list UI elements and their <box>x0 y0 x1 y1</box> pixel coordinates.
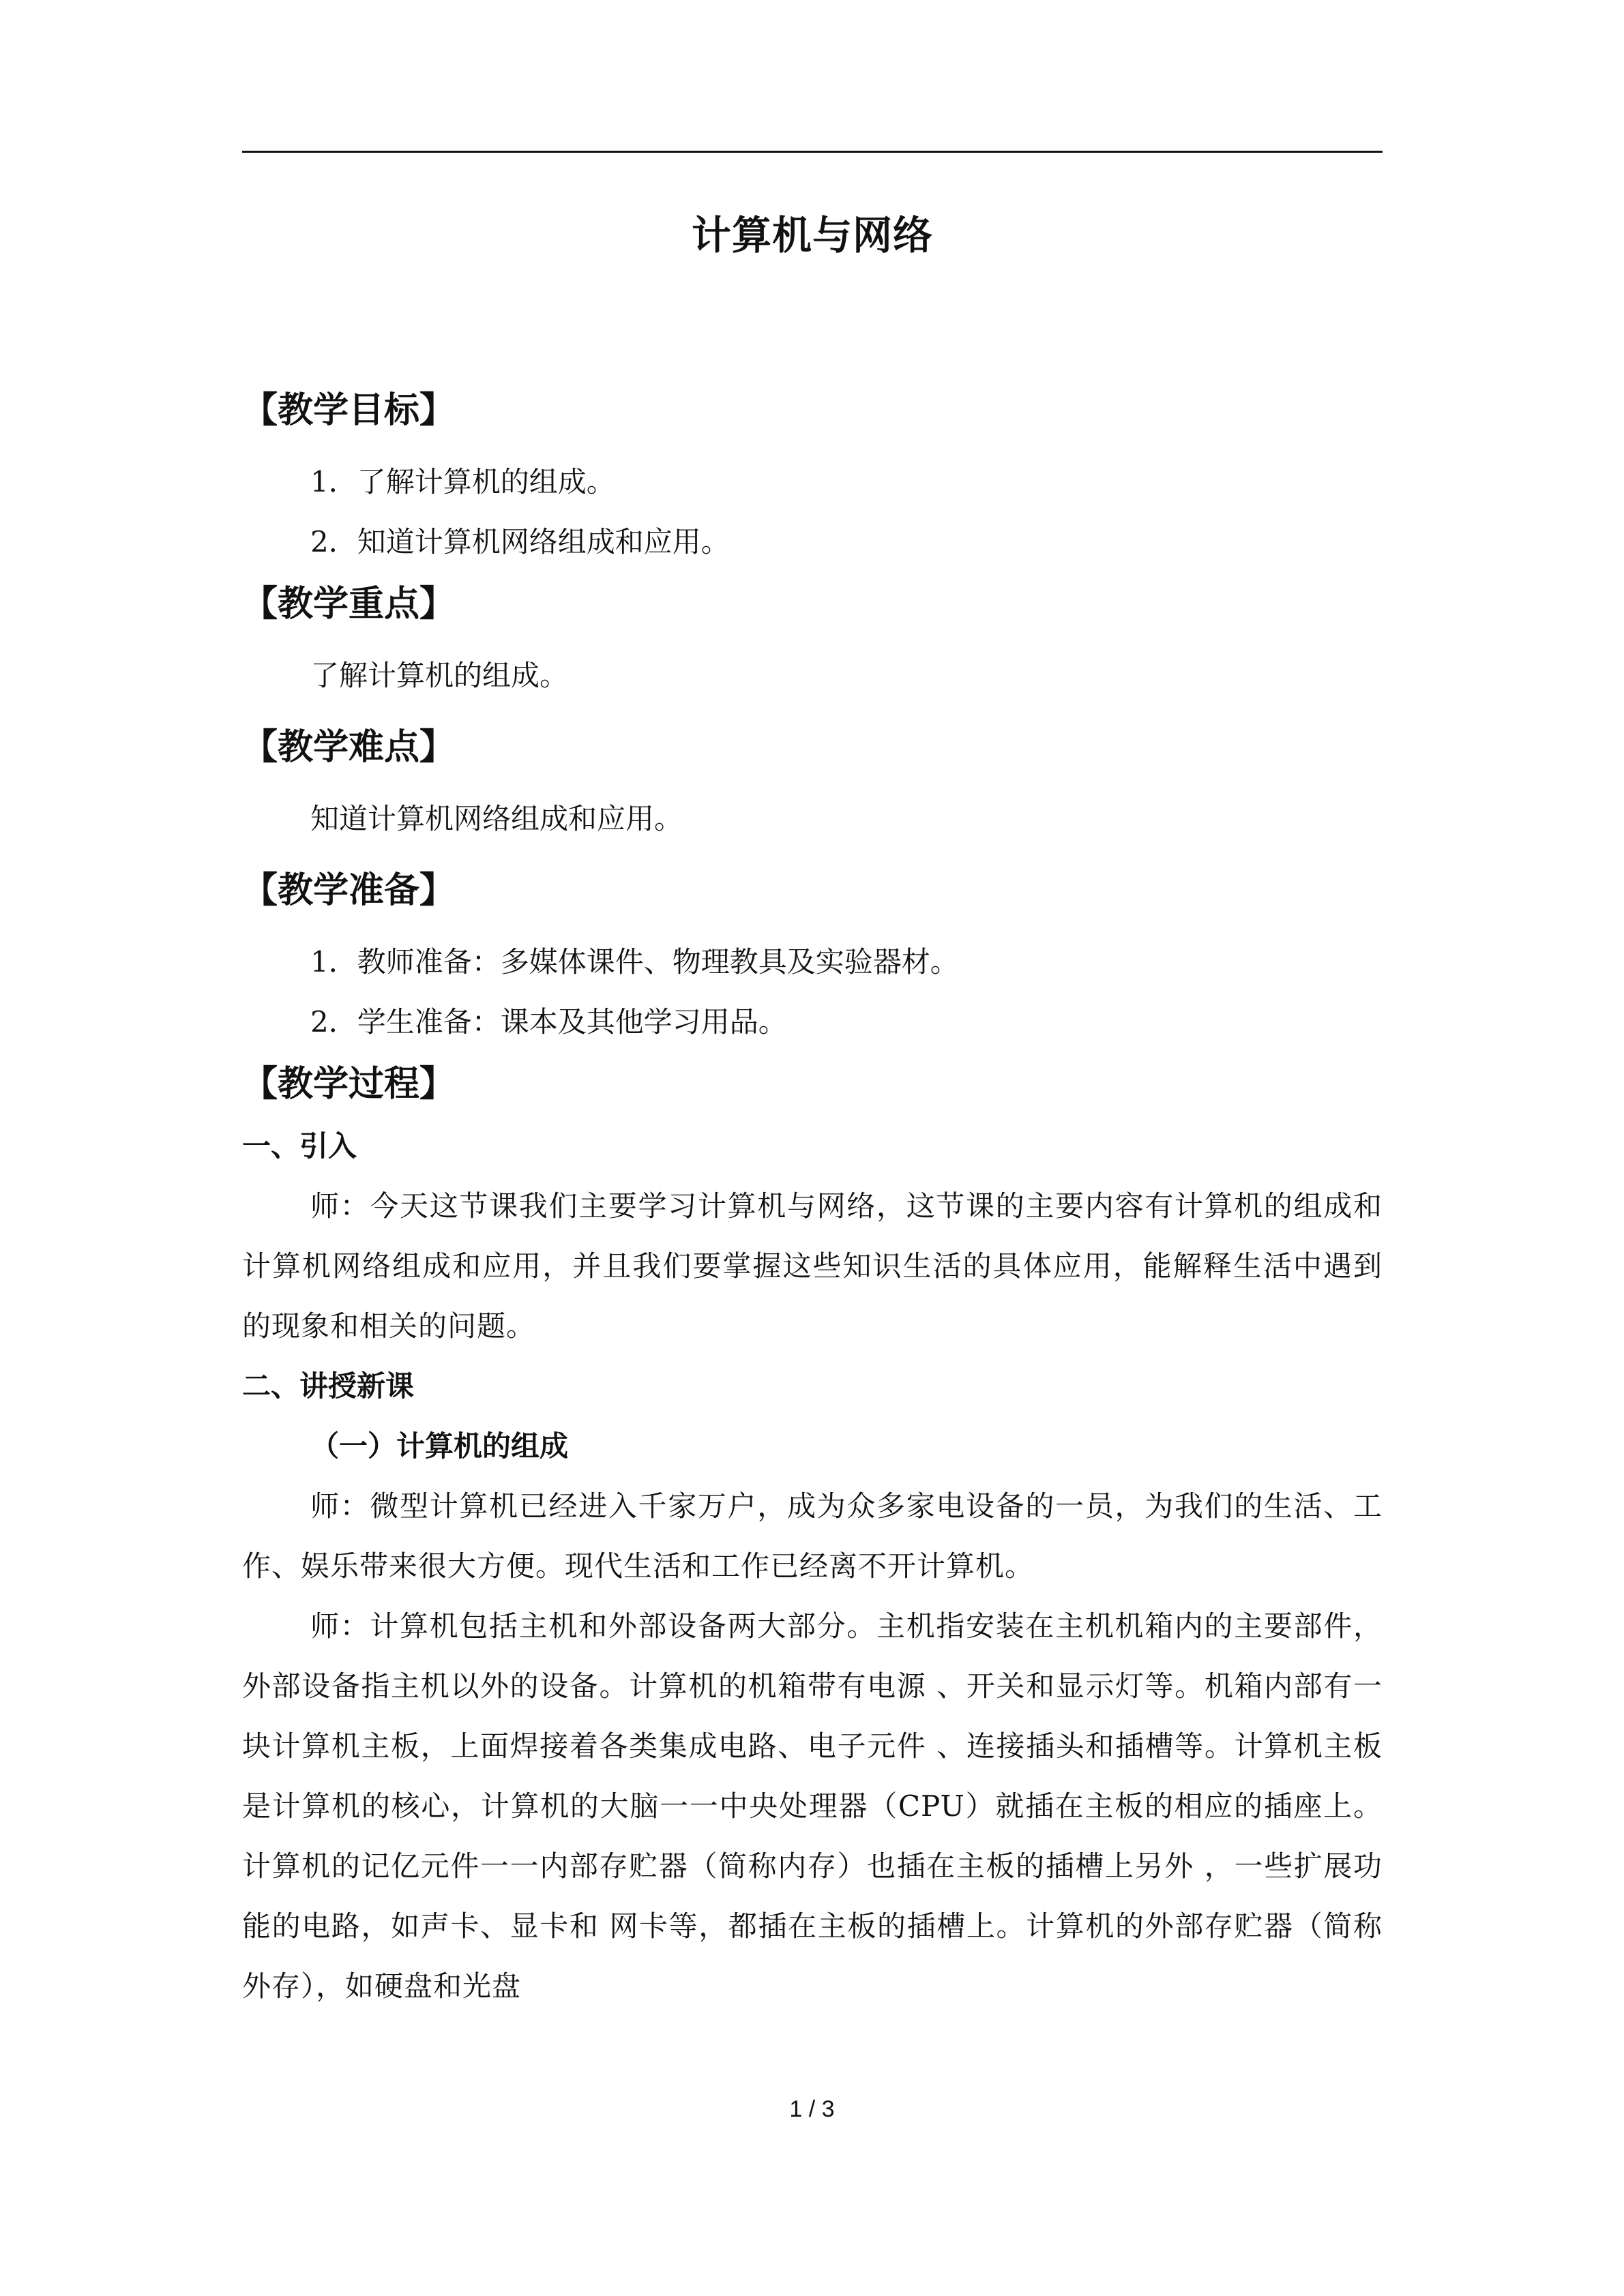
preparation-heading: 【教学准备】 <box>242 870 456 911</box>
document-body <box>242 378 1383 2016</box>
intro-paragraph: 师：今天这节课我们主要学习计算机与网络，这节课的主要内容有计算机的组成和计算机网络组成和应用，并且我们要掌握这些知识生活的具体应用，能解释生活中遇到的现象和相关的问题。 <box>242 1189 1383 1343</box>
lesson-paragraph: 师：微型计算机已经进入千家万户，成为众多家电设备的一员，为我们的生活、工作、娱乐带来很大方便。现代生活和工作已经离不开计算机。 <box>242 1489 1383 1583</box>
lesson-paragraph: 师：计算机包括主机和外部设备两大部分。主机指安装在主机机箱内的主要部件，外部设备指主机以外的设备。计算机的机箱带有电源 、开关和显示灯等。机箱内部有一块计算机主板，上面焊接着各类集成电路、电子元件 、连接插头和插槽等。计算机主板是计算机的核心，计算机的大脑一一中央处理器（CPU）就插在主板的相应的插座上。计算机的记亿元件一一内部存贮器（简称内存）也插在主板的插槽上另外 ，一些扩展功能的电路，如声卡、显卡和 网卡等，都插在主板的插槽上。计算机的外部存贮器（简称外存），如硬盘和光盘 <box>242 1609 1383 2003</box>
preparation-item: 2．学生准备：课本及其他学习用品。 <box>310 1005 787 1039</box>
objective-item: 1．了解计算机的组成。 <box>310 465 615 498</box>
process-heading: 【教学过程】 <box>242 1064 456 1105</box>
key-points-text: 了解计算机的组成。 <box>310 659 569 692</box>
header-rule <box>242 151 1383 153</box>
page-number: 1 / 3 <box>789 2096 835 2122</box>
objective-item: 2．知道计算机网络组成和应用。 <box>310 525 730 558</box>
intro-heading: 一、引入 <box>242 1129 357 1163</box>
computer-composition-heading: （一）计算机的组成 <box>310 1429 569 1463</box>
difficulties-text: 知道计算机网络组成和应用。 <box>310 802 683 835</box>
objectives-heading: 【教学目标】 <box>242 390 456 431</box>
preparation-item: 1．教师准备：多媒体课件、物理教具及实验器材。 <box>310 945 959 979</box>
new-lesson-heading: 二、讲授新课 <box>242 1369 415 1403</box>
key-points-heading: 【教学重点】 <box>242 584 456 625</box>
difficulties-heading: 【教学难点】 <box>242 727 456 768</box>
document-title: 计算机与网络 <box>691 212 933 258</box>
